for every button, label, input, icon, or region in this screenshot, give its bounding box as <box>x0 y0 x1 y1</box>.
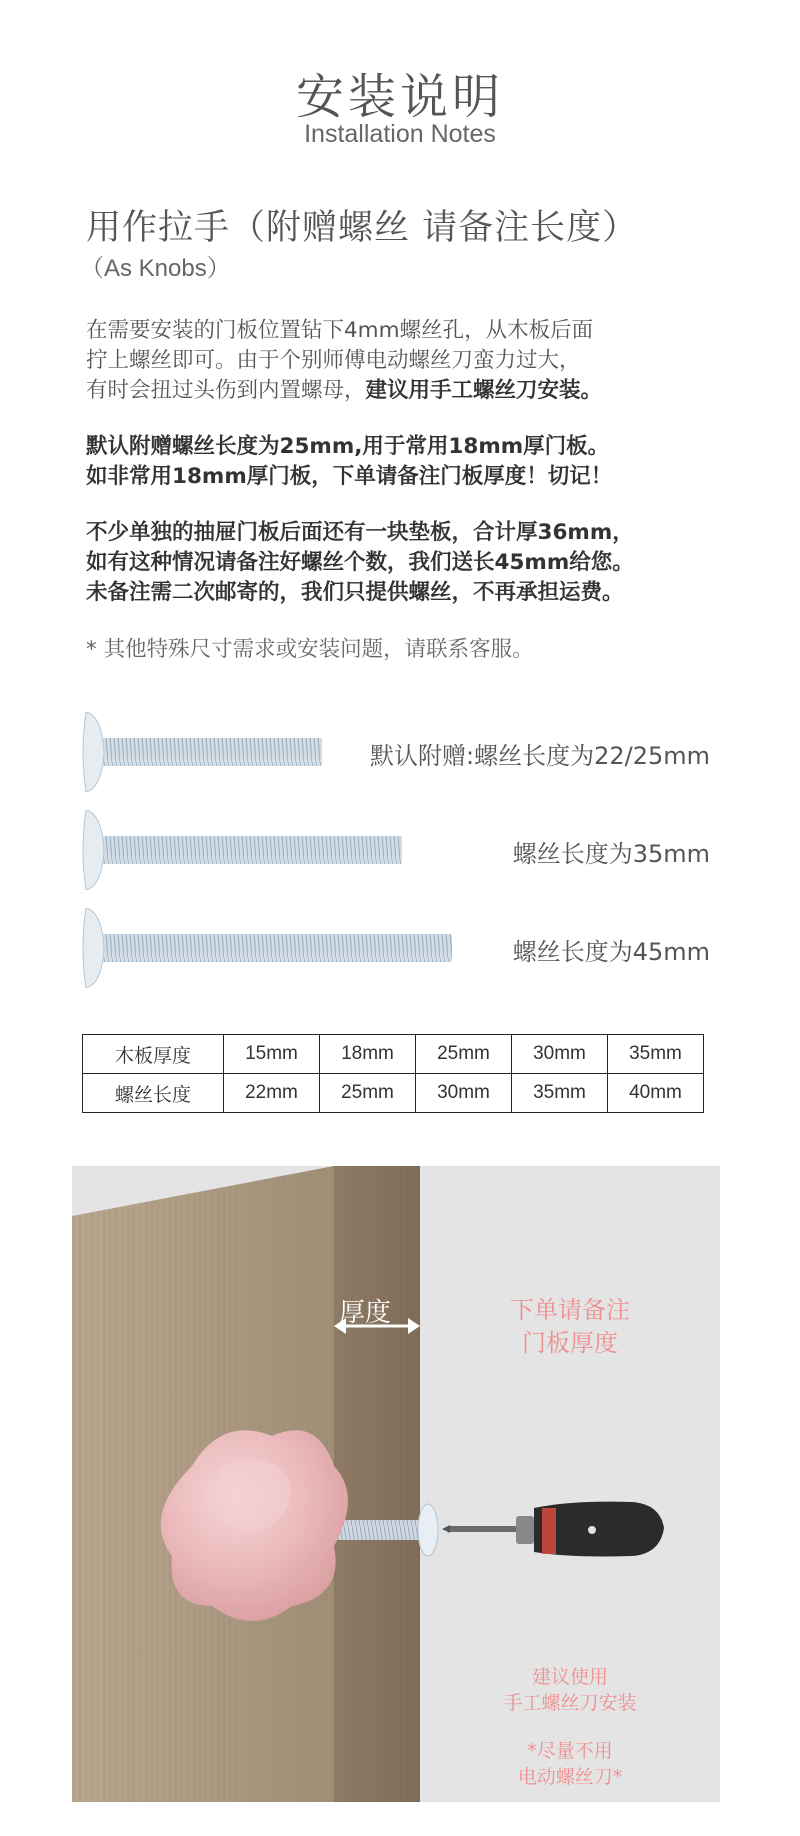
paragraph-line: 默认附赠螺丝长度为25mm,用于常用18mm厚门板。 <box>86 434 610 459</box>
table-row-header: 木板厚度 <box>83 1035 224 1074</box>
table-cell: 15mm <box>224 1035 320 1074</box>
table-cell: 30mm <box>416 1074 512 1113</box>
remark-line: 门板厚度 <box>522 1329 618 1357</box>
screw-label-45mm: 螺丝长度为45mm <box>512 938 710 966</box>
contact-note: * 其他特殊尺寸需求或安装问题，请联系客服。 <box>86 637 534 662</box>
paragraph-text: 有时会扭过头伤到内置螺母， <box>86 378 366 403</box>
install-paragraph <box>86 316 726 406</box>
screw-35mm-icon <box>80 810 410 890</box>
electric-screwdriver-warning <box>420 1738 720 1790</box>
table-cell: 22mm <box>224 1074 320 1113</box>
table-cell: 25mm <box>416 1035 512 1074</box>
drawer-paragraph <box>86 518 726 608</box>
screw-22-25mm-icon <box>80 712 330 792</box>
table-cell: 35mm <box>512 1074 608 1113</box>
table-cell: 30mm <box>512 1035 608 1074</box>
section-title: 用作拉手（附赠螺丝 请备注长度） <box>86 208 639 248</box>
table-cell: 40mm <box>608 1074 704 1113</box>
default-screw-paragraph <box>86 432 726 492</box>
table-cell: 25mm <box>320 1074 416 1113</box>
paragraph-line: 在需要安装的门板位置钻下4mm螺丝孔，从木板后面 <box>86 318 594 343</box>
screw-label-35mm: 螺丝长度为35mm <box>512 840 710 868</box>
screw-label-default: 默认附赠:螺丝长度为22/25mm <box>369 742 710 770</box>
warn-line: 电动螺丝刀* <box>517 1766 623 1788</box>
paragraph-line: 如有这种情况请备注好螺丝个数，我们送长45mm给您。 <box>86 550 634 575</box>
installation-illustration <box>72 1166 720 1802</box>
remark-line: 下单请备注 <box>510 1296 630 1324</box>
suggest-line: 建议使用 <box>531 1666 608 1688</box>
page-subtitle: Installation Notes <box>304 120 496 148</box>
screw-45mm-icon <box>80 908 460 988</box>
paragraph-line: 如非常用18mm厚门板，下单请备注门板厚度！切记！ <box>86 464 613 489</box>
screwdriver-suggestion <box>420 1664 720 1716</box>
table-row <box>83 1035 704 1074</box>
table-cell: 18mm <box>320 1035 416 1074</box>
table-row-header: 螺丝长度 <box>83 1074 224 1113</box>
thickness-label: 厚度 <box>338 1298 391 1328</box>
paragraph-emphasis: 建议用手工螺丝刀安装。 <box>365 378 603 403</box>
paragraph-line: 不少单独的抽屉门板后面还有一块垫板，合计厚36mm， <box>86 520 634 545</box>
paragraph-line <box>86 376 726 406</box>
paragraph-line: 拧上螺丝即可。由于个别师傅电动螺丝刀蛮力过大， <box>86 348 581 373</box>
suggest-line: 手工螺丝刀安装 <box>503 1692 637 1714</box>
table-cell: 35mm <box>608 1035 704 1074</box>
thickness-remark <box>420 1294 720 1360</box>
table-row <box>83 1074 704 1113</box>
warn-line: *尽量不用 <box>527 1740 613 1762</box>
paragraph-line: 未备注需二次邮寄的，我们只提供螺丝，不再承担运费。 <box>86 580 624 605</box>
page-title: 安装说明 <box>295 69 504 125</box>
screw-length-table <box>82 1034 704 1113</box>
section-subtitle: （As Knobs） <box>80 255 231 282</box>
